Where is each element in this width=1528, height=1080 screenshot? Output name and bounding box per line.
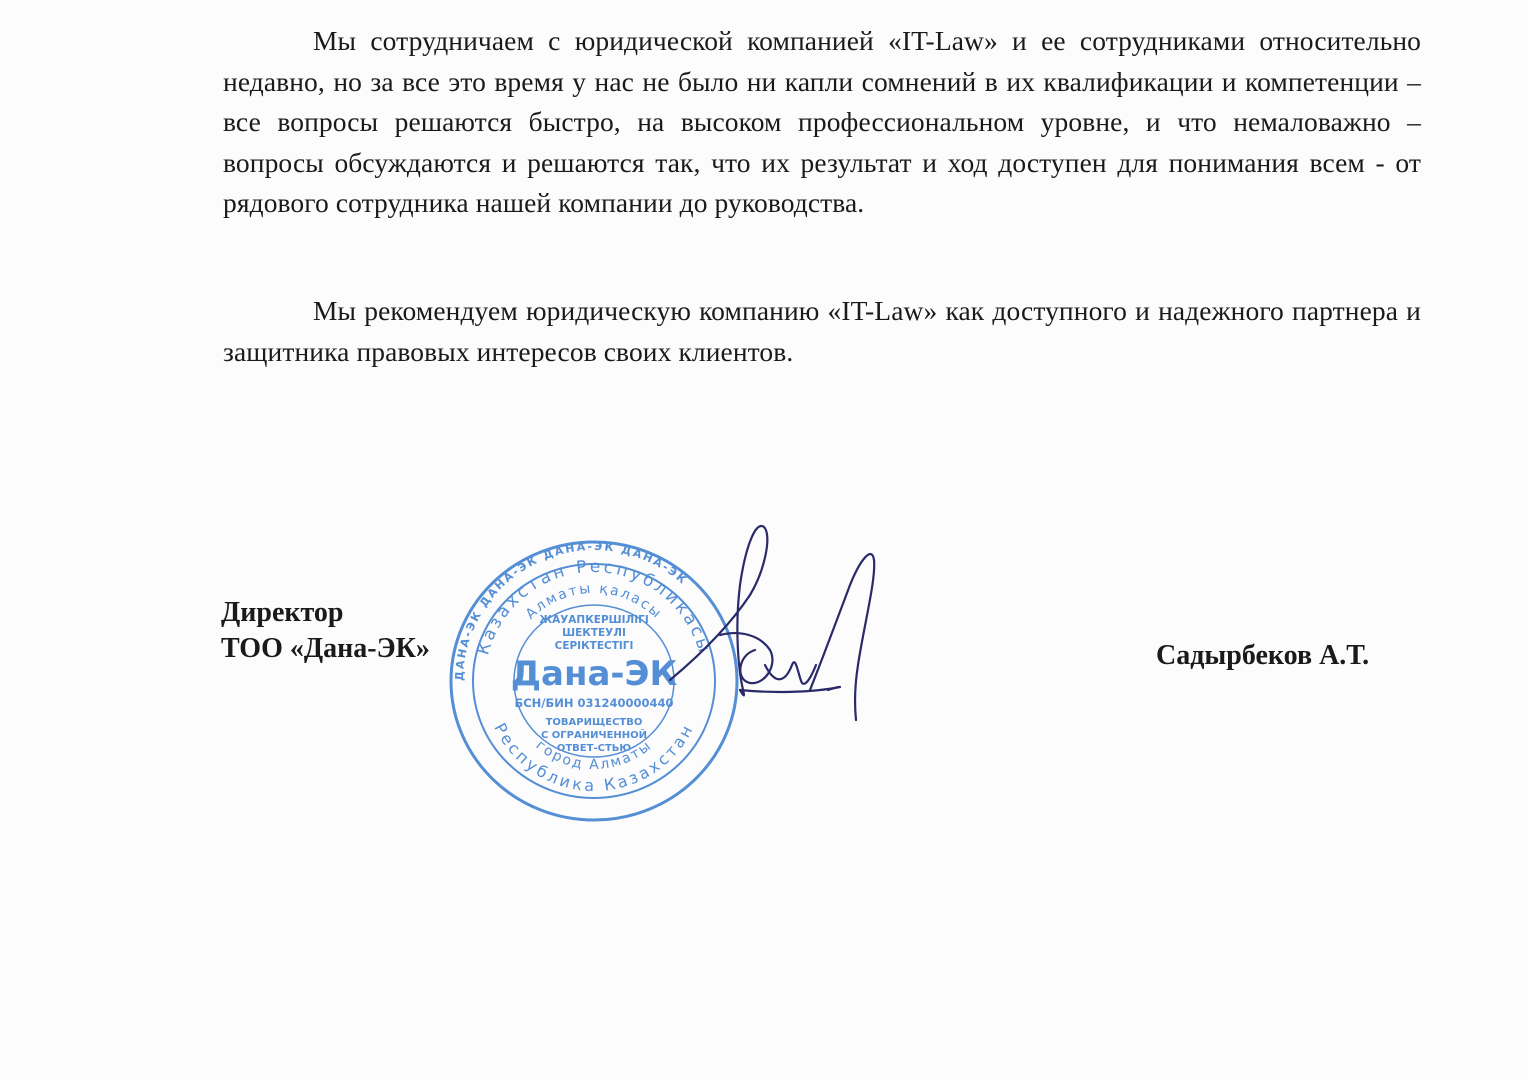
- stamp-bin: БСН/БИН 031240000440: [514, 696, 674, 710]
- stamp-rus-line-2: С ОГРАНИЧЕННОЙ: [540, 730, 648, 741]
- letter-paragraph-2: Мы рекомендуем юридическую компанию «IT-Law» как доступного и надежного партнера и защитника правовых интересов своих клиентов.: [223, 295, 1421, 367]
- stamp-rus-line-1: ТОВАРИЩЕСТВО: [545, 717, 643, 728]
- stamp-bottom-arc-2: Республика Казахстан: [490, 719, 698, 796]
- stamp-outer-ring-text: ДАНА-ЭК ДАНА-ЭК ДАНА-ЭК ДАНА-ЭК: [452, 539, 691, 682]
- stamp-bottom-arc-1: город Алматы: [532, 737, 656, 774]
- stamp-rus-line-3: ОТВЕТ-СТЬЮ: [556, 743, 632, 754]
- stamp-top-arc-2: Алматы қаласы: [522, 580, 666, 623]
- stamp-kaz-line-2: ШЕКТЕУЛІ: [562, 627, 626, 639]
- signer-organization: ТОО «Дана-ЭК»: [221, 633, 430, 664]
- letter-paragraph-1: Мы сотрудничаем с юридической компанией «IT-Law» и ее сотрудниками относительно недавно, но за все это время у нас не было ни капли сомнений в их квалификации и компетенции – все вопросы решаются быстро, на высоком профессиональном уровне, и что немаловажно – вопросы обсуждаются и решаются так, что их результат и ход доступен для понимания всем - от рядового сотрудника нашей компании до руководства.: [223, 25, 1421, 218]
- stamp-kaz-line-1: ЖАУАПКЕРШІЛІГІ: [539, 614, 649, 626]
- handwritten-signature: [660, 515, 900, 735]
- stamp-top-arc-1: Казахстан Республикасы: [473, 556, 715, 658]
- stamp-company-name: Дана-ЭК: [510, 654, 678, 694]
- signer-name: Садырбеков А.Т.: [1156, 640, 1370, 671]
- stamp-kaz-line-3: СЕРІКТЕСТІГІ: [554, 640, 634, 652]
- signer-title: Директор: [221, 597, 344, 628]
